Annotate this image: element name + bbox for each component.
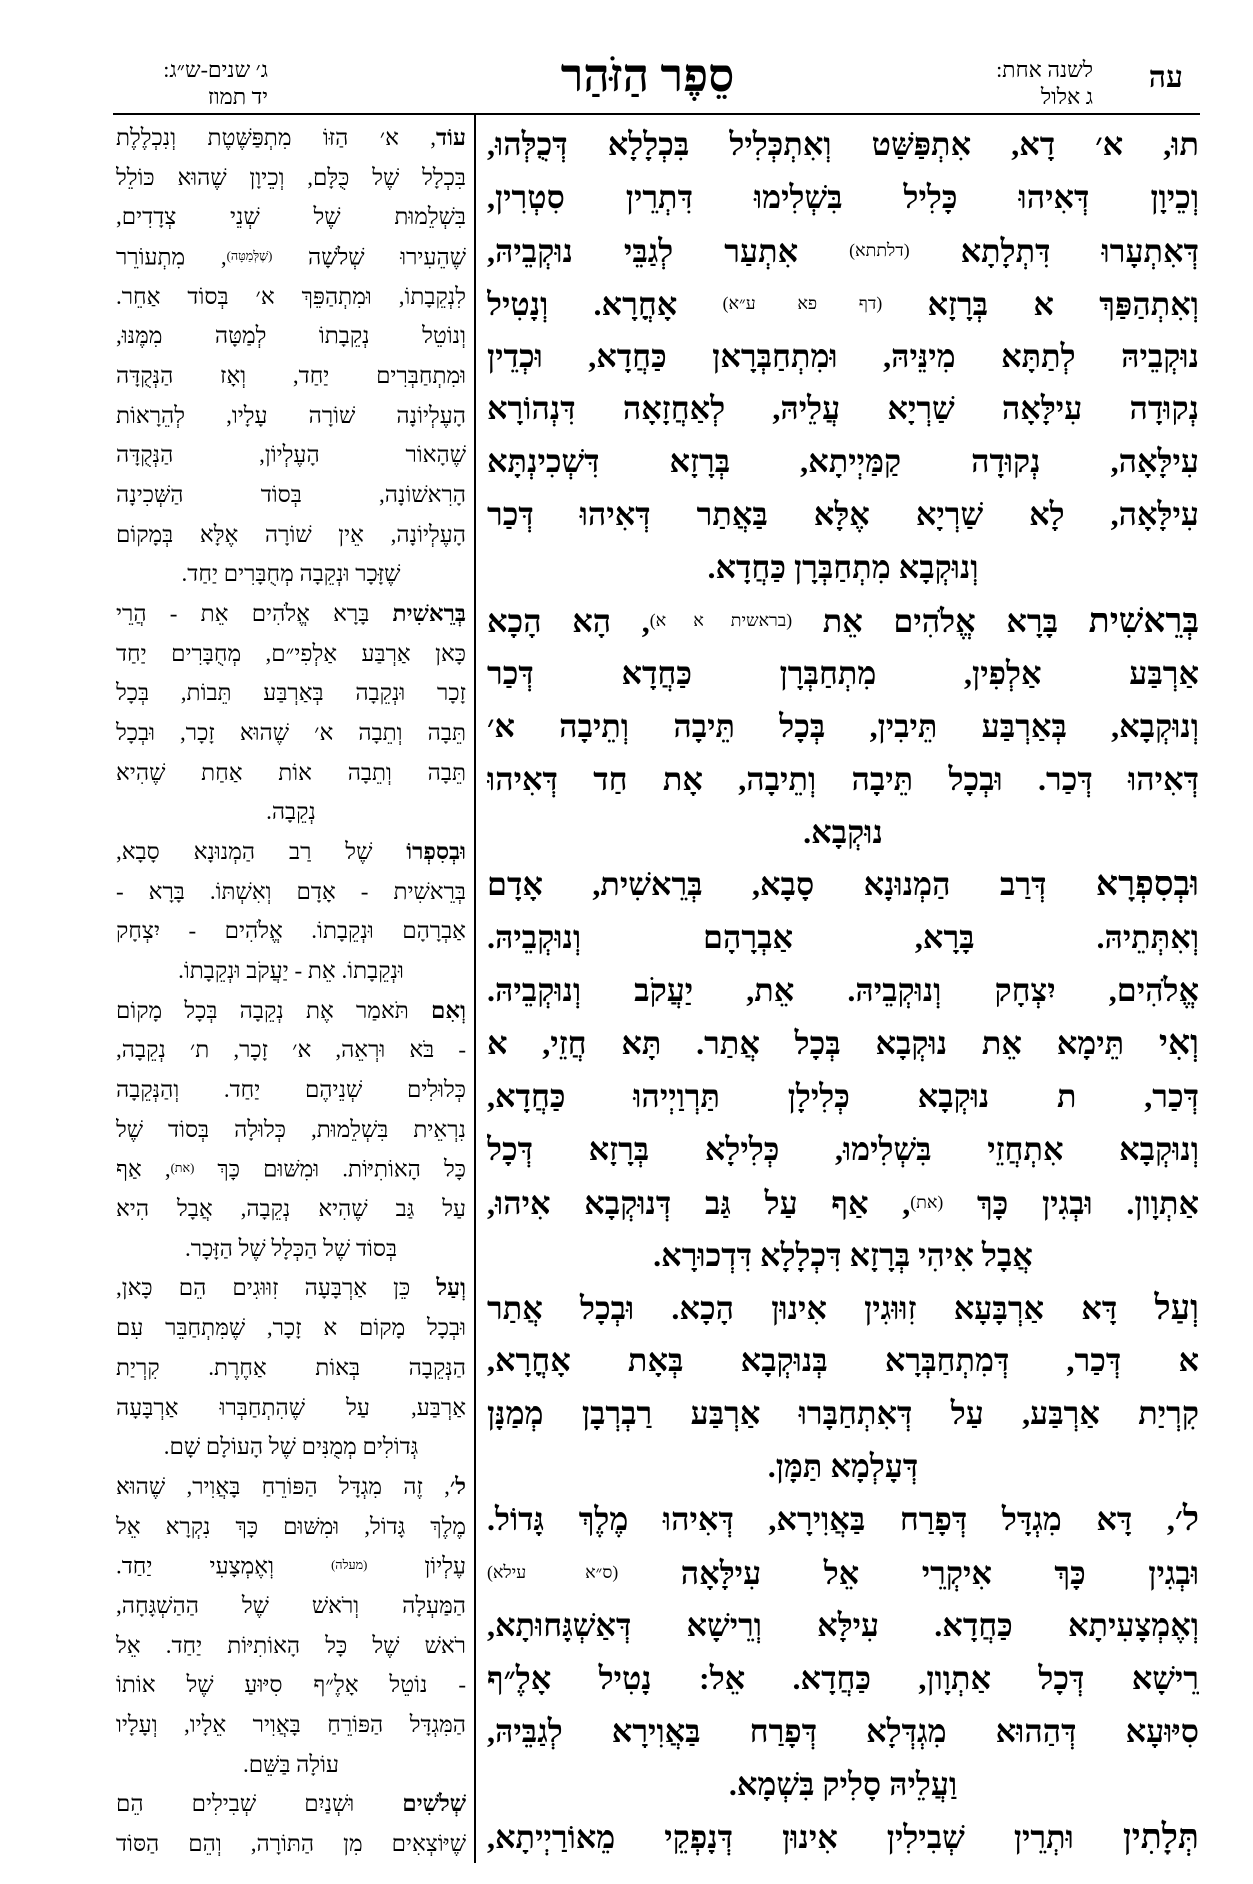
text-run: שֶׁל רַב הַמְנוּנָא סָבָא, (116, 839, 407, 865)
source-reference: (מעלה) (331, 1558, 368, 1573)
text-line (116, 1784, 466, 1824)
text-run: דְּכַר, ת נוּקְבָא כְּלִילָן תַּרְוַיְיהוּ כַּחֲדָא, (487, 1078, 1199, 1115)
page-number: עה (1148, 61, 1183, 94)
text-run: , א׳ הַזּוֹ מִתְפַּשֶּׁטֶת וְנִכְלֶלֶת (116, 125, 437, 150)
source-reference: (את) (910, 1191, 944, 1212)
text-run: עַל גַּב שֶׁהִיא נְקֵבָה, אֲבָל הִיא (116, 1196, 466, 1222)
text-run: דְּעָלְמָא תַּמָּן. (767, 1448, 919, 1485)
text-run: אַרְבַּע אַלְפִין, מִתְחַבְּרָן כַּחֲדָא דְּכַר (487, 654, 1199, 691)
text-run: בָּרָא אֱלֹהִים אֵת (792, 603, 1089, 640)
text-line (116, 277, 466, 317)
text-line (487, 1282, 1199, 1335)
paragraph-opening-word: ל׳ (1174, 1500, 1199, 1539)
text-line (487, 1811, 1199, 1864)
text-run: שֶׁהָאוֹר הָעֶלְיוֹן, הַנְּקֻדָּה (116, 442, 466, 468)
text-line (487, 753, 1199, 806)
text-run: נְקֵבָה. (266, 799, 316, 825)
text-line (116, 356, 466, 396)
text-run: בִּכְלָל שֶׁל כֻּלָּם, וְכֵיוָן שֶׁהוּא כּוֹלֵל (116, 164, 466, 190)
text-line (487, 911, 1199, 964)
text-run: תֵּבָה וְתֵבָה אוֹת אַחַת שֶׁהִיא (116, 759, 466, 785)
text-line (487, 435, 1199, 488)
text-line (116, 1110, 466, 1150)
text-line (116, 1427, 466, 1467)
text-line (487, 1493, 1199, 1546)
text-run: וּמִתְחַבְּרִים יַחַד, וְאָז הַנְּקֻדָּה (116, 363, 466, 389)
one-year-schedule (943, 56, 1093, 110)
text-run: וְנוּקְבָא אִתְחֲזֵי בִּשְׁלִימוּ, כְּלִילָא בְּרָזָא דְּכָל (487, 1130, 1199, 1167)
text-line (116, 1308, 466, 1348)
text-run: הָעֶלְיוֹנָה שׁוֹרָה עָלָיו, לְהֵרָאוֹת (116, 402, 466, 428)
text-run: נוּקְבֵיהּ לְתַתָּא מִינֵּיהּ, וּמִתְחַבְּרָאן כַּחֲדָא, וּכְדֵין (487, 337, 1199, 374)
text-line (116, 1705, 466, 1745)
text-run: , זֶה מִגְדָּל הַפּוֹרֵחַ בָּאֲוִיר, שֶׁהוּא (116, 1473, 450, 1499)
text-line (116, 832, 466, 872)
text-line (116, 1268, 466, 1308)
text-run: אַתְוָון. וּבְגִין כָּךְ (943, 1184, 1199, 1221)
text-line (116, 1824, 466, 1864)
paragraph-opening-word: שְׁלֹשִׁים (402, 1791, 466, 1817)
text-run: דְּרַב הַמְנוּנָא סָבָא, בְּרֵאשִׁית, אָדָם (487, 866, 1096, 903)
text-run: הַמִּגְדָּל הַפּוֹרֵחַ בָּאֲוִיר אֵלָיו, וְעָלָיו (116, 1711, 466, 1737)
text-line (116, 713, 466, 753)
text-line (116, 1626, 466, 1666)
paragraph-opening-word: וְעַל (436, 1275, 466, 1301)
text-run: וּנְקֵבָתוֹ. אֵת - יַעֲקֹב וּנְקֵבָתוֹ. (178, 958, 404, 984)
text-run: תֵּימָא אֵת נוּקְבָא בְּכָל אֲתַר. תָּא חֲזֵי, א (487, 1025, 1159, 1062)
text-run: נוּקְבָא. (803, 813, 883, 850)
text-run: עוֹלָה בַּשֵּׁם. (242, 1751, 340, 1777)
text-line (116, 753, 466, 793)
text-run: גְּדוֹלִים מְמֻנִּים שֶׁל הָעוֹלָם שָׁם. (163, 1434, 419, 1460)
one-year-schedule-date: ג אלול (1040, 84, 1093, 109)
text-run: וְנוֹטֵל נְקֵבָתוֹ לְמַטָּה מִמֶּנּוּ, (116, 323, 466, 349)
text-line (116, 197, 466, 237)
text-run: עִילָּאָה, נְקוּדָה קַמַּיְיתָא, בְּרָזָא דִּשְׁכִינְתָּא (487, 443, 1199, 480)
text-line (487, 1440, 1199, 1493)
text-line (116, 673, 466, 713)
three-year-schedule-label: ג׳ שנים-ש״ג: (163, 57, 268, 82)
text-line (116, 316, 466, 356)
source-reference: (בראשית א א) (649, 610, 793, 631)
text-run: בְּרֵאשִׁית - אָדָם וְאִשְׁתּוֹ. בָּרָא - (116, 878, 466, 904)
text-line (487, 700, 1199, 753)
text-run: וְאִתְהַפַּךְ א בְּרָזָא (882, 285, 1199, 322)
text-run: נְקוּדָה עִילָּאָה שַׁרְיָא עֲלֵיהּ, לְאַחֲזָאָה דִּנְהוֹרָא (487, 390, 1199, 427)
text-run: מֶלֶךְ גָּדוֹל, וּמִשּׁוּם כָּךְ נִקְרָא אֵל (116, 1513, 466, 1539)
paragraph-opening-word: ל׳ (449, 1473, 466, 1499)
text-run: עֶלְיוֹן (367, 1553, 466, 1579)
text-line (116, 1467, 466, 1507)
text-line (487, 1123, 1199, 1176)
text-line (487, 224, 1199, 277)
text-line (116, 554, 466, 594)
text-line (116, 911, 466, 951)
text-line (487, 1599, 1199, 1652)
text-line (116, 951, 466, 991)
text-run: תוּ, א׳ דָא, אִתְפַּשַּׁט וְאִתְכְּלִיל בִּכְלָלָא דְּכֻלְּהוּ, (487, 126, 1199, 162)
text-run: תֵּבָה וְתֵבָה א׳ שֶׁהוּא זָכָר, וּבְכָל (116, 720, 466, 746)
text-line (116, 515, 466, 555)
text-line (487, 1546, 1199, 1599)
text-line (116, 1030, 466, 1070)
text-run: , אַף (116, 1156, 171, 1182)
text-line (487, 1652, 1199, 1705)
text-run: הַנְּקֵבָה בְּאוֹת אַחֶרֶת. קִרְיַת (116, 1354, 466, 1380)
text-run: בָּרָא אֱלֹהִים אֵת - הֲרֵי (116, 601, 393, 627)
text-line (487, 806, 1199, 859)
text-run: וּבְכָל מָקוֹם א זָכָר, שֶׁמִּתְחַבֵּר עִם (116, 1315, 466, 1341)
text-run: כְּלוּלִים שְׁנֵיהֶם יַחַד. וְהַנְּקֵבָה (116, 1077, 466, 1103)
text-line (487, 382, 1199, 435)
text-run: לִנְקֵבָתוֹ, וּמִתְהַפֵּךְ א׳ בְּסוֹד אַחֵר. (116, 283, 466, 309)
text-run: תֹּאמַר אֶת נְקֵבָה בְּכָל מָקוֹם (116, 997, 431, 1023)
text-line (116, 158, 466, 198)
text-run: , מִתְעוֹרֵר (116, 244, 227, 270)
text-run: כָּל הָאוֹתִיּוֹת. וּמִשּׁוּם כָּךְ (194, 1156, 466, 1182)
text-run: , אַף עַל גַּב דְּנוּקְבָא אִיהוּ, (487, 1184, 911, 1221)
text-line (487, 1017, 1199, 1070)
text-run: עִילָּאָה, לָא שַׁרְיָא אֶלָּא בַּאֲתַר דְּאִיהוּ דְּכַר (487, 496, 1199, 533)
text-run: וּבְגִין כָּךְ אִיקְרֵי אֵל עִילָּאָה (618, 1555, 1199, 1592)
text-run: הַמַּעְלָה וְרֹאשׁ שֶׁל הַהַשְׁגָּחָה, (116, 1592, 466, 1618)
text-run: , דָּא מִגְדָּל דְּפָרַח בַּאֲוִירָא, דְּאִיהוּ מֶלֶךְ גָּדוֹל. (487, 1501, 1175, 1538)
text-line (487, 330, 1199, 383)
text-run: רֹאשׁ שֶׁל כָּל הָאוֹתִיּוֹת יַחַד. אֵל (116, 1632, 466, 1658)
text-run: שֶׁיּוֹצְאִים מִן הַתּוֹרָה, וְהֵם הַסּוֹד (116, 1830, 466, 1856)
column-divider (474, 115, 476, 1863)
text-line (487, 541, 1199, 594)
text-run: וּתְרֵין שְׁבִילִין אִינוּן דְּנָפְקֵי מֵאוֹרַיְיתָא, (487, 1818, 1123, 1855)
text-run: בִּשְׁלֵמוּת שֶׁל שְׁנֵי צְדָדִים, (116, 204, 466, 230)
text-run: קִרְיַת אַרְבַּע, עַל דְּאִתְחַבָּרוּ אַרְבַּע רַבְרְבָן מְמַנָּן (487, 1395, 1199, 1432)
text-run: שֶׁזָּכָר וּנְקֵבָה מְחֻבָּרִים יַחַד. (181, 561, 401, 587)
text-line (487, 488, 1199, 541)
text-run: אִתְעַר לְגַבֵּי נוּקְבֵיהּ, (487, 232, 850, 269)
text-line (116, 1070, 466, 1110)
text-run: סִיּוּעָא דְּהַהוּא מִגְדְּלָא דְּפָרַח בַּאֲוִירָא לְגַבֵּיהּ, (487, 1712, 1199, 1749)
text-line (116, 237, 466, 277)
text-line (487, 1387, 1199, 1440)
source-reference: (את) (170, 1161, 195, 1176)
text-run: אֲבָל אִיהִי בְּרָזָא דִּכְלָלָא דִּדְכוּרָא. (653, 1236, 1033, 1273)
text-line (116, 118, 466, 158)
text-line (487, 1334, 1199, 1387)
text-run: דָּא אַרְבָּעָא זִוּוּגִין אִינוּן הָכָא. וּבְכָל אֲתַר (487, 1289, 1155, 1326)
text-line (487, 277, 1199, 330)
text-run: אַבְרָהָם וּנְקֵבָתוֹ. אֱלֹהִים - יִצְחָק (116, 918, 466, 944)
text-run: אַרְבַּע, עַל שֶׁהִתְחַבְּרוּ אַרְבָּעָה (116, 1394, 466, 1420)
paragraph-opening-word: בְּרֵאשִׁית (1088, 602, 1199, 641)
text-run: אֱלֹהִים, יִצְחָק וְנוּקְבֵיהּ. אֵת, יַעֲקֹב וְנוּקְבֵיהּ. (487, 972, 1199, 1009)
text-line (116, 396, 466, 436)
paragraph-opening-word: וְאִי (1158, 1024, 1199, 1063)
paragraph-opening-word: תְּלָתִין (1122, 1817, 1199, 1856)
source-reference: (ס״א עילא) (487, 1562, 619, 1583)
book-title: סֵפֶר הַזֹּהַר (560, 50, 735, 101)
text-line (116, 1348, 466, 1388)
one-year-schedule-label: לשנה אחת: (996, 57, 1093, 82)
text-run: , הָא הָכָא (487, 603, 650, 640)
text-run: נִרְאֵית בִּשְׁלֵמוּת, כְּלוּלָה בְּסוֹד שֶׁל (116, 1116, 466, 1142)
text-line (487, 171, 1199, 224)
text-line (116, 634, 466, 674)
text-run: שֶׁהֵעִירוּ שְׁלֹשָׁה (272, 244, 466, 270)
text-line (116, 1229, 466, 1269)
text-run: וְנוּקְבָא מִתְחַבְּרָן כַּחֲדָא. (707, 549, 979, 586)
text-line (116, 872, 466, 912)
text-run: וְאֶמְצָעִיתָא כַּחֲדָא. עִילָּא וְרֵישָׁא דְּאַשְׁגָּחוּתָא, (487, 1606, 1199, 1643)
source-reference: (שֶׁלְּמַטָּה) (226, 249, 273, 264)
text-line (487, 1176, 1199, 1229)
paragraph-opening-word: וּבְסִפְרָא (1095, 865, 1199, 904)
text-run: דְּאִתְעָרוּ דִּתְלָתָא (909, 232, 1199, 269)
paragraph-opening-word: בְּרֵאשִׁית (392, 601, 466, 627)
text-line (487, 1070, 1199, 1123)
header-rule (113, 113, 1200, 115)
paragraph-opening-word: וְעַל (1154, 1288, 1199, 1327)
text-run: רֵישָׁא דְּכָל אַתְוָון, כַּחֲדָא. אֵל: נָטִיל אָלֶ״ף (487, 1659, 1199, 1696)
text-line (487, 647, 1199, 700)
text-run: דְּאִיהוּ דְּכַר. וּבְכָל תֵּיבָה וְתֵיבָה, אָת חַד דְּאִיהוּ (487, 760, 1199, 797)
text-line (116, 594, 466, 634)
source-reference: (דלתתא) (849, 239, 910, 260)
text-line (116, 1586, 466, 1626)
text-line (116, 435, 466, 475)
text-run: א דְּכַר, דְּמִתְחַבְּרָא בְּנוּקְבָא בְּאָת אָחֳרָא, (487, 1342, 1199, 1379)
text-run: כֵּן אַרְבָּעָה זִוּוּגִים הֵם כָּאן, (116, 1275, 437, 1301)
text-line (116, 1149, 466, 1189)
text-line (116, 1546, 466, 1586)
text-run: כָּאן אַרְבַּע אַלְפִי״ם, מְחֻבָּרִים יַחַד (116, 640, 466, 666)
text-run: הָרִאשׁוֹנָה, בְּסוֹד הַשְּׁכִינָה (116, 482, 466, 508)
text-run: אָחֳרָא. וְנָטִיל (487, 285, 723, 322)
text-run: - בֹּא וּרְאֵה, א׳ זָכָר, ת׳ נְקֵבָה, (116, 1037, 466, 1063)
text-run: וְאִתְּתֵיהּ. בָּרָא, אַבְרָהָם וְנוּקְבֵיהּ. (487, 919, 1199, 956)
source-reference: (דף פא ע״א) (722, 292, 883, 313)
text-line (116, 991, 466, 1031)
text-run: זָכָר וּנְקֵבָה בְּאַרְבַּע תֵּבוֹת, בְּכָל (116, 680, 466, 706)
text-run: וּשְׁנַיִם שְׁבִילִים הֵם (116, 1791, 403, 1817)
text-run: וְנוּקְבָא, בְּאַרְבַּע תֵּיבִין, בְּכָל תֵּיבָה וְתֵיבָה א׳ (487, 707, 1199, 744)
three-year-schedule (128, 56, 268, 110)
text-line (487, 1229, 1199, 1282)
paragraph-opening-word: וְאִם (430, 997, 466, 1023)
paragraph-opening-word: וּבְסִפְרוֹ (406, 839, 466, 865)
text-line (487, 1705, 1199, 1758)
text-run: וְאֶמְצָעִי יַחַד. (116, 1553, 332, 1579)
aramaic-text-column (487, 118, 1199, 1864)
three-year-schedule-date: יד תמוז (207, 84, 268, 109)
text-run: וְכֵיוָן דְּאִיהוּ כָּלִיל בִּשְׁלִימוּ דִּתְרֵין סִטְרִין, (487, 178, 1199, 215)
text-line (487, 858, 1199, 911)
paragraph-opening-word: עוֹד (436, 125, 466, 150)
text-run: בְּסוֹד שֶׁל הַכְּלָל שֶׁל הַזָּכָר. (184, 1235, 398, 1261)
text-line (116, 1388, 466, 1428)
text-line (116, 1665, 466, 1705)
hebrew-translation-column (116, 118, 466, 1864)
text-run: הָעֶלְיוֹנָה, אֵין שׁוֹרָה אֶלָּא בְּמָקוֹם (116, 521, 466, 547)
text-line (487, 118, 1199, 171)
text-line (487, 1758, 1199, 1811)
text-line (487, 594, 1199, 647)
text-line (116, 792, 466, 832)
text-line (116, 1507, 466, 1547)
text-run: - נוֹטֵל אָלֶ״ף סִיּוּעַ שֶׁל אוֹתוֹ (116, 1672, 466, 1698)
text-line (116, 1745, 466, 1785)
text-run: וַעֲלֵיהּ סָלִיק בִּשְׁמָא. (728, 1765, 958, 1802)
text-line (116, 475, 466, 515)
text-line (116, 1189, 466, 1229)
text-line (487, 964, 1199, 1017)
